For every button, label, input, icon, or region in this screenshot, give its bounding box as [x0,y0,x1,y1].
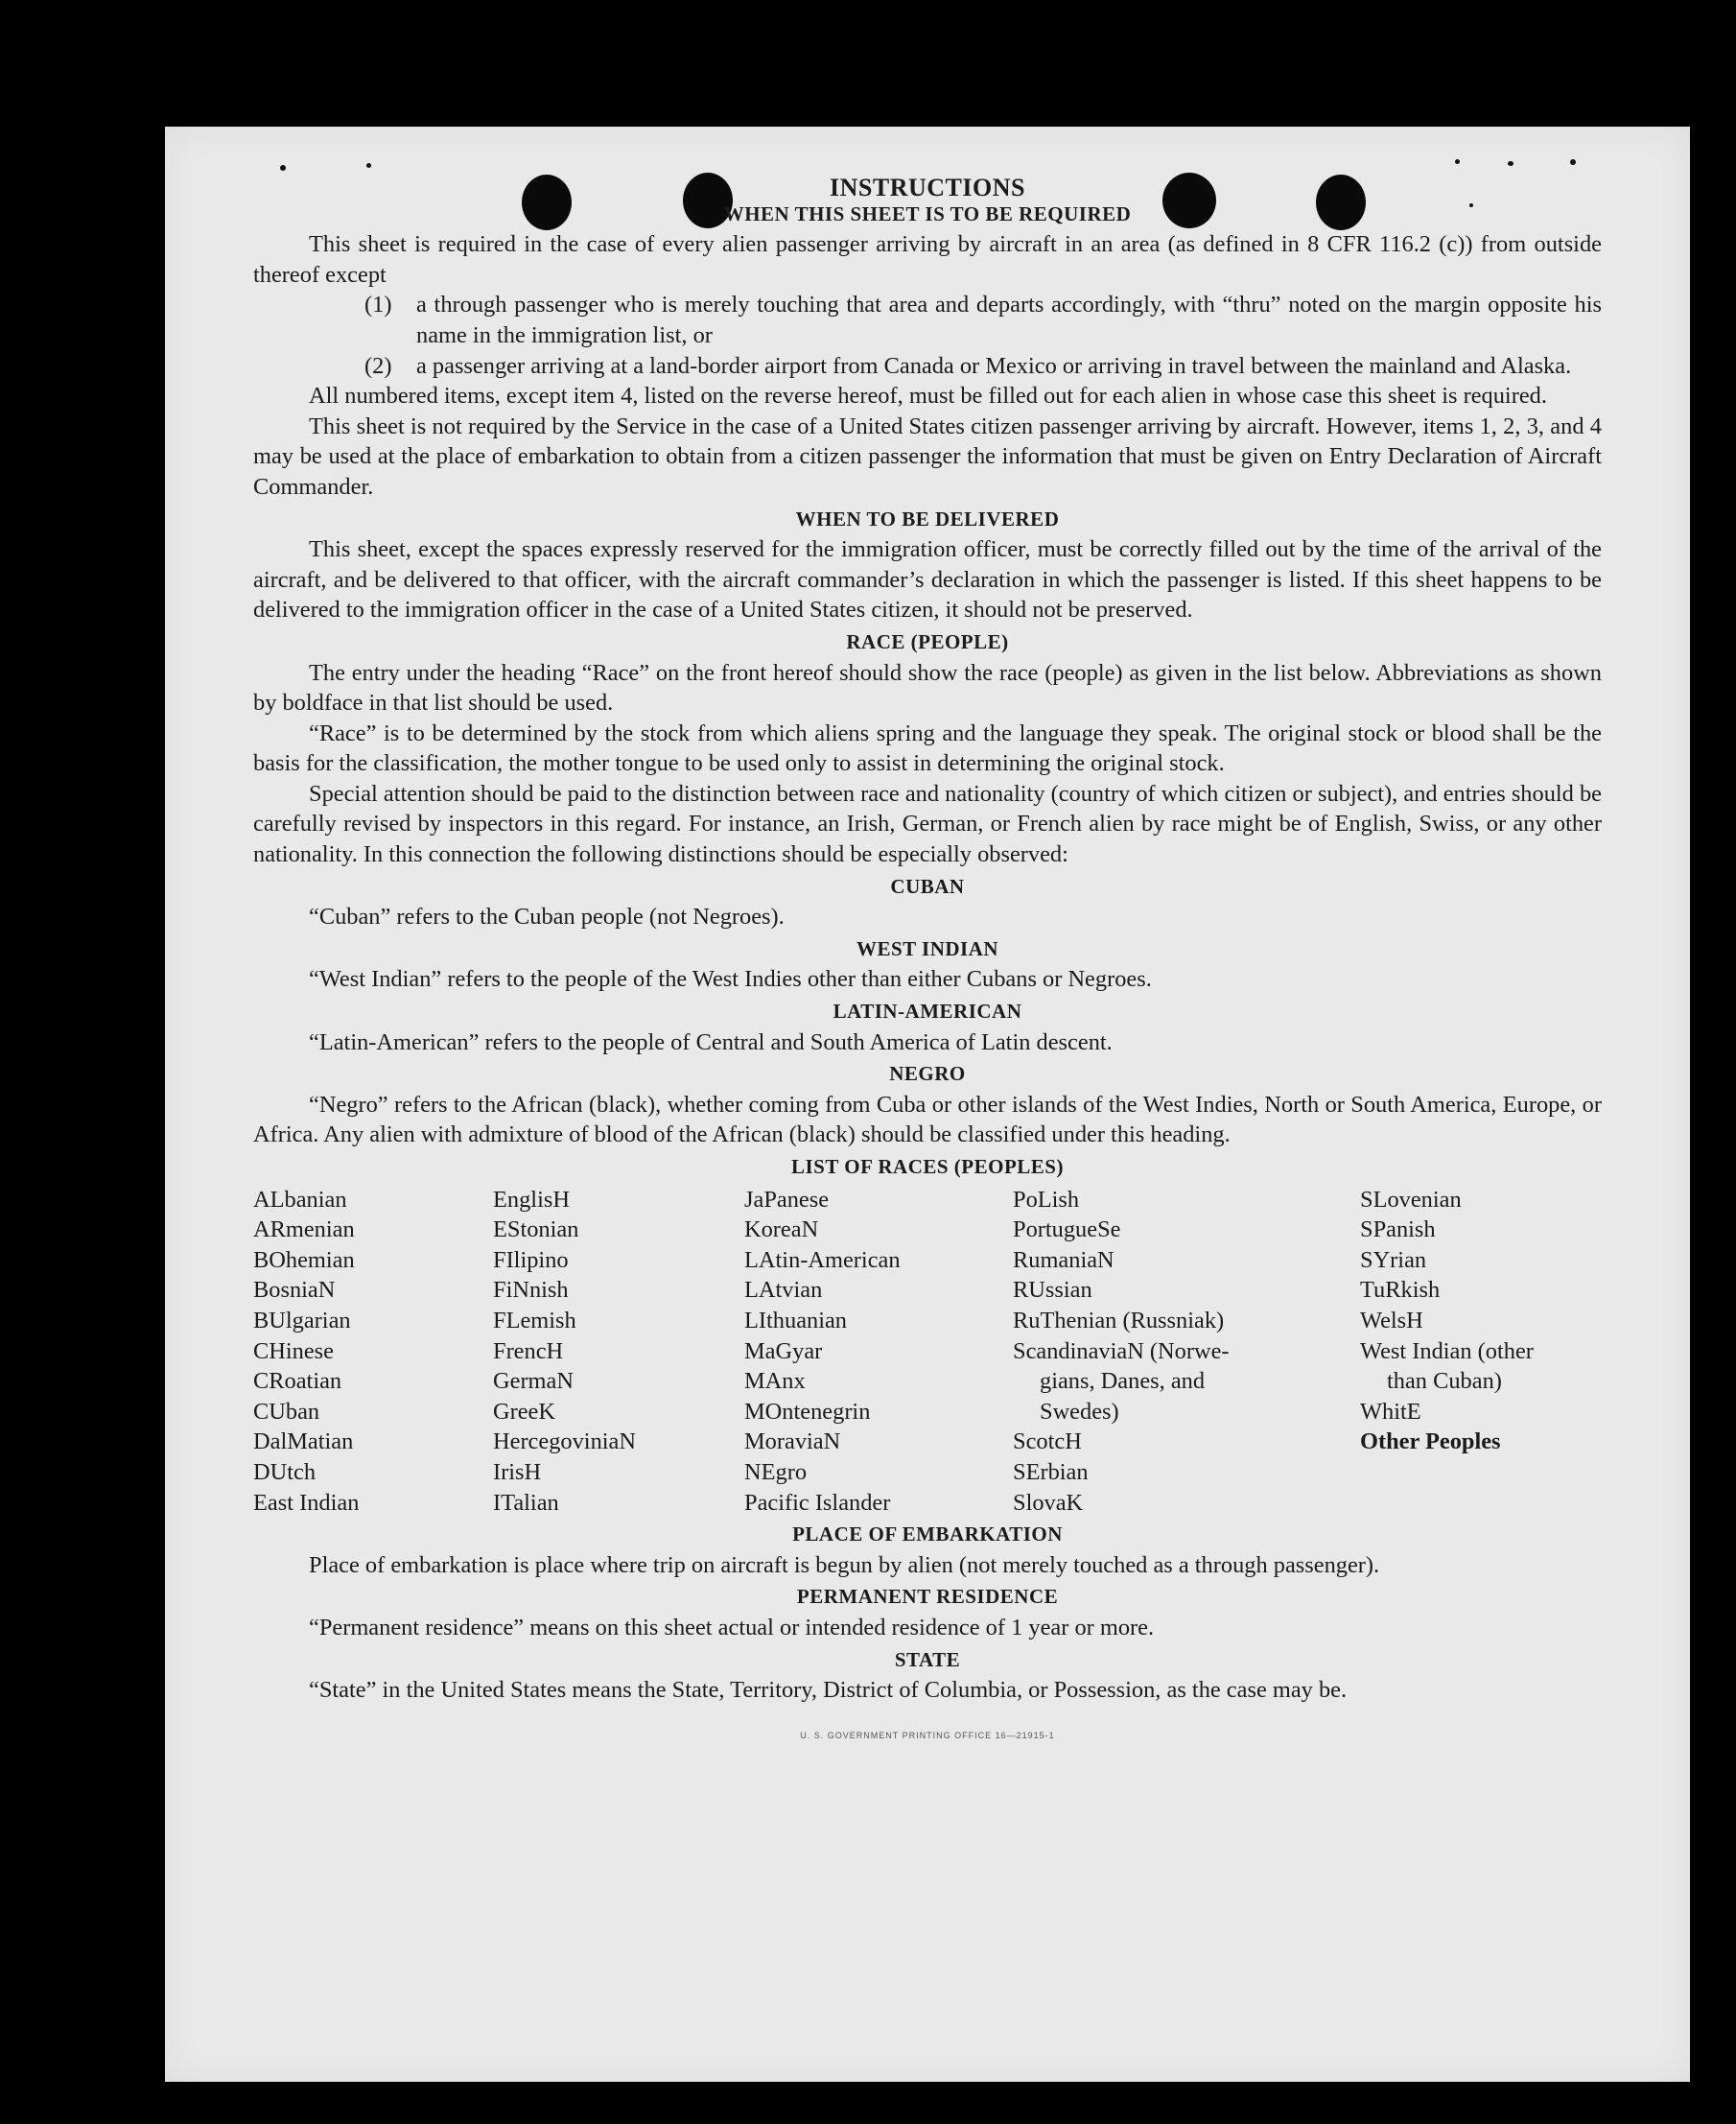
list-item: (1) a through passenger who is merely touching that area and departs accordingly, with “thru” noted on the margin opposite his name in the immigration list, or [364,292,1602,348]
race-entry: WhitE [1360,1398,1421,1425]
race-entry: MOntenegrin [744,1398,871,1425]
races-list [253,1185,1602,1519]
race-entry: GermaN [493,1368,574,1395]
race-entry: BOhemian [253,1246,355,1273]
race-entry: SPanish [1360,1216,1436,1243]
paragraph: “Race” is to be determined by the stock from which aliens spring and the language they speak. The original stock or blood shall be the basis for the classification, the mother tongue to be used only to assist in determining the original stock. [253,720,1602,777]
race-entry: DalMatian [253,1428,354,1455]
race-entry: FiNnish [493,1277,569,1304]
list-item: (2) a passenger arriving at a land-border airport from Canada or Mexico or arriving in travel between the mainland and Alaska. [364,352,1572,379]
races-column [493,1185,744,1519]
race-entry: EnglisH [493,1186,570,1213]
paragraph: All numbered items, except item 4, listed on the reverse hereof, must be filled out for each alien in whose case this sheet is required. [309,383,1547,410]
race-entry: FIlipino [493,1246,569,1273]
race-entry: Pacific Islander [744,1489,891,1516]
printer-imprint: U. S. GOVERNMENT PRINTING OFFICE 16—21915-1 [800,1730,1055,1740]
paragraph: “Cuban” refers to the Cuban people (not Negroes). [309,904,785,931]
race-entry: ITalian [493,1489,559,1516]
race-entry: PoLish [1013,1186,1080,1213]
race-entry: RumaniaN [1013,1246,1114,1273]
section-heading: PLACE OF EMBARKATION [792,1522,1063,1546]
section-heading: WHEN THIS SHEET IS TO BE REQUIRED [723,201,1132,225]
section-heading: WHEN TO BE DELIVERED [795,507,1060,531]
race-entry: ScandinaviaN (Norwe- [1013,1337,1230,1364]
section-heading: RACE (PEOPLE) [846,629,1009,653]
race-entry: CUban [253,1398,320,1425]
section-heading: LATIN-AMERICAN [833,1000,1022,1024]
race-entry: DUtch [253,1458,317,1485]
paragraph: Place of embarkation is place where trip on aircraft is begun by alien (not merely touched as a through passenger). [309,1551,1380,1578]
race-entry: West Indian (other [1360,1337,1534,1364]
race-entry: KoreaN [744,1216,819,1243]
race-entry: SLovenian [1360,1186,1462,1213]
race-entry: RuThenian (Russniak) [1013,1307,1225,1333]
race-entry: RUssian [1013,1277,1092,1304]
page-title: INSTRUCTIONS [830,174,1025,201]
paragraph: This sheet is not required by the Service in the case of a United States citizen passenger arriving by aircraft. However, items 1, 2, 3, and 4 may be used at the place of embarkation to obtain from a citizen passenger the information that must be given on Entry Declaration of Aircraft Commander. [253,413,1602,500]
paragraph: “State” in the United States means the State, Territory, District of Columbia, or Possession, as the case may be. [309,1677,1348,1704]
race-entry: SYrian [1360,1246,1427,1273]
race-entry: SErbian [1013,1458,1089,1485]
race-entry: MoraviaN [744,1428,841,1455]
race-entry: than Cuban) [1387,1368,1502,1395]
race-entry: EStonian [493,1216,579,1243]
race-entry: MaGyar [744,1337,823,1364]
paragraph: “Permanent residence” means on this sheet actual or intended residence of 1 year or more. [309,1614,1155,1640]
section-heading: WEST INDIAN [856,936,999,960]
paragraph: The entry under the heading “Race” on the front hereof should show the race (people) as given in the list below. Abbreviations as shown by boldface in that list should be used. [253,659,1602,717]
race-entry: SlovaK [1013,1489,1084,1516]
race-entry: MAnx [744,1368,806,1395]
paragraph: Special attention should be paid to the distinction between race and nationality (country of which citizen or subject), and entries should be carefully revised by inspectors in this regard. For instance, an Irish, German, or French alien by race might be of English, Swiss, or any other nationality. In this connection the following distinctions should be especially observed: [253,780,1602,868]
race-entry: gians, Danes, and [1040,1368,1206,1395]
race-entry: WelsH [1360,1307,1423,1333]
section-heading: STATE [894,1647,961,1671]
paragraph: “Latin-American” refers to the people of Central and South America of Latin descent. [309,1028,1113,1055]
race-entry: CHinese [253,1337,334,1364]
race-entry: GreeK [493,1398,556,1425]
race-entry: LAtvian [744,1277,823,1304]
races-column [1013,1185,1360,1519]
section-heading: NEGRO [889,1062,966,1086]
race-entry: FrencH [493,1337,564,1364]
race-entry: Swedes) [1040,1398,1119,1425]
paragraph: This sheet is required in the case of every alien passenger arriving by aircraft in an area (as defined in 8 CFR 116.2 (c)) from outside thereof except [253,231,1602,288]
document-page [165,127,1690,2082]
paragraph: “West Indian” refers to the people of the West Indies other than either Cubans or Negroes. [309,966,1152,993]
section-heading: LIST OF RACES (PEOPLES) [791,1155,1064,1178]
instructions-text [253,173,1602,1751]
races-column [1360,1185,1602,1519]
races-column [253,1185,493,1519]
paragraph: “Negro” refers to the African (black), whether coming from Cuba or other islands of the West Indies, North or South America, Europe, or Africa. Any alien with admixture of blood of the African (black) should be classified under this heading. [253,1091,1602,1148]
race-entry: NEgro [744,1458,808,1485]
race-entry: ALbanian [253,1186,347,1213]
section-heading: CUBAN [890,874,965,898]
race-entry: ScotcH [1013,1428,1082,1455]
race-entry: JaPanese [744,1186,830,1213]
race-entry: FLemish [493,1307,576,1333]
race-entry: BosniaN [253,1277,336,1304]
section-heading: PERMANENT RESIDENCE [796,1585,1059,1609]
race-entry: CRoatian [253,1368,342,1395]
race-entry: IrisH [493,1458,542,1485]
race-entry: TuRkish [1360,1277,1441,1304]
race-entry: Other Peoples [1360,1428,1501,1455]
race-entry: BUlgarian [253,1307,351,1333]
race-entry: PortugueSe [1013,1216,1121,1243]
paragraph: This sheet, except the spaces expressly reserved for the immigration officer, must be correctly filled out by the time of the arrival of the aircraft, and be delivered to that officer, with the aircraft commander’s declaration in which the passenger is listed. If this sheet happens to be delivered to the immigration officer in the case of a United States citizen, it should not be preserved. [253,536,1602,624]
races-column [744,1185,1013,1519]
race-entry: East Indian [253,1489,360,1516]
race-entry: ARmenian [253,1216,355,1243]
race-entry: LAtin-American [744,1246,901,1273]
race-entry: LIthuanian [744,1307,848,1333]
race-entry: HercegoviniaN [493,1428,636,1455]
